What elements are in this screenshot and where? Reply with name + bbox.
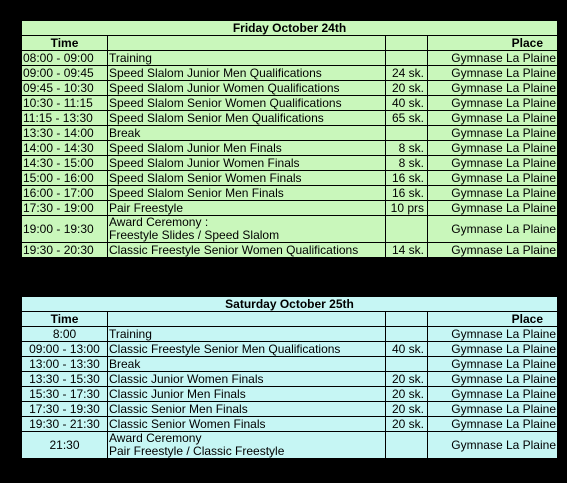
time-cell: 09:00 - 13:00 <box>22 342 108 357</box>
day-title-row <box>22 21 558 36</box>
schedule-row <box>22 243 558 258</box>
count-cell: 8 sk. <box>386 156 428 171</box>
count-cell: 8 sk. <box>386 141 428 156</box>
time-cell: 10:30 - 11:15 <box>22 96 108 111</box>
event-line: Award Ceremony : <box>109 215 209 229</box>
time-cell: 16:00 - 17:00 <box>22 186 108 201</box>
event-line: Classic Junior Men Finals <box>109 386 246 401</box>
place-cell: Gymnase La Plaine <box>428 216 558 243</box>
event-cell <box>108 327 386 342</box>
count-cell: 40 sk. <box>386 342 428 357</box>
place-cell: Gymnase La Plaine <box>428 357 558 372</box>
schedule-row <box>22 342 558 357</box>
schedule-row <box>22 432 558 459</box>
count-cell: 20 sk. <box>386 372 428 387</box>
schedule-row <box>22 357 558 372</box>
time-cell: 17:30 - 19:00 <box>22 201 108 216</box>
event-line: Speed Slalom Junior Women Finals <box>109 155 300 170</box>
schedule-row <box>22 417 558 432</box>
place-cell: Gymnase La Plaine <box>428 171 558 186</box>
place-cell: Gymnase La Plaine <box>428 201 558 216</box>
event-cell <box>108 357 386 372</box>
count-cell <box>386 126 428 141</box>
time-cell: 08:00 - 09:00 <box>22 51 108 66</box>
schedule-row <box>22 327 558 342</box>
time-cell: 13:30 - 14:00 <box>22 126 108 141</box>
count-cell: 20 sk. <box>386 417 428 432</box>
time-cell: 13:00 - 13:30 <box>22 357 108 372</box>
event-cell <box>108 186 386 201</box>
place-header: Place <box>428 312 558 327</box>
time-cell: 19:00 - 19:30 <box>22 216 108 243</box>
event-line: Classic Freestyle Senior Men Qualifications <box>109 341 341 356</box>
place-cell: Gymnase La Plaine <box>428 126 558 141</box>
count-cell: 10 prs <box>386 201 428 216</box>
place-cell: Gymnase La Plaine <box>428 402 558 417</box>
count-cell <box>386 327 428 342</box>
count-cell <box>386 357 428 372</box>
event-line: Pair Freestyle / Classic Freestyle <box>109 444 285 458</box>
count-cell <box>386 432 428 459</box>
event-cell <box>108 171 386 186</box>
schedule-row <box>22 81 558 96</box>
schedule-row <box>22 96 558 111</box>
time-header: Time <box>22 36 108 51</box>
count-cell: 14 sk. <box>386 243 428 258</box>
event-cell <box>108 66 386 81</box>
count-cell: 20 sk. <box>386 81 428 96</box>
count-cell: 20 sk. <box>386 402 428 417</box>
event-line: Speed Slalom Senior Women Finals <box>109 170 302 185</box>
event-line: Speed Slalom Junior Women Qualifications <box>109 80 340 95</box>
schedule-row <box>22 201 558 216</box>
time-cell: 13:30 - 15:30 <box>22 372 108 387</box>
time-cell: 21:30 <box>22 432 108 459</box>
event-line: Classic Senior Men Finals <box>109 401 248 416</box>
schedule-row <box>22 66 558 81</box>
friday-schedule-table <box>21 20 558 258</box>
time-cell: 15:00 - 16:00 <box>22 171 108 186</box>
event-line: Training <box>109 50 152 65</box>
count-cell: 24 sk. <box>386 66 428 81</box>
count-cell: 16 sk. <box>386 171 428 186</box>
count-cell: 40 sk. <box>386 96 428 111</box>
event-line: Pair Freestyle <box>109 200 184 215</box>
event-cell <box>108 216 386 243</box>
schedule-row <box>22 402 558 417</box>
event-cell <box>108 402 386 417</box>
time-cell: 8:00 <box>22 327 108 342</box>
event-line: Speed Slalom Senior Women Qualifications <box>109 95 342 110</box>
event-cell <box>108 243 386 258</box>
event-line: Freestyle Slides / Speed Slalom <box>109 228 280 242</box>
event-cell <box>108 126 386 141</box>
time-cell: 19:30 - 20:30 <box>22 243 108 258</box>
place-cell: Gymnase La Plaine <box>428 243 558 258</box>
event-line: Award Ceremony <box>109 431 202 445</box>
event-line: Speed Slalom Senior Men Finals <box>109 185 284 200</box>
place-cell: Gymnase La Plaine <box>428 141 558 156</box>
time-cell: 17:30 - 19:30 <box>22 402 108 417</box>
event-line: Classic Freestyle Senior Women Qualifications <box>109 242 359 257</box>
event-line: Break <box>109 356 141 371</box>
event-cell <box>108 156 386 171</box>
event-cell <box>108 111 386 126</box>
place-cell: Gymnase La Plaine <box>428 156 558 171</box>
saturday-schedule-table <box>21 296 558 459</box>
time-cell: 09:00 - 09:45 <box>22 66 108 81</box>
schedule-row <box>22 156 558 171</box>
place-cell: Gymnase La Plaine <box>428 81 558 96</box>
event-line: Classic Senior Women Finals <box>109 416 266 431</box>
schedule-row <box>22 387 558 402</box>
time-cell: 15:30 - 17:30 <box>22 387 108 402</box>
event-cell <box>108 387 386 402</box>
place-cell: Gymnase La Plaine <box>428 186 558 201</box>
time-cell: 09:45 - 10:30 <box>22 81 108 96</box>
event-cell <box>108 201 386 216</box>
event-cell <box>108 51 386 66</box>
schedule-row <box>22 51 558 66</box>
header-row <box>22 312 558 327</box>
place-cell: Gymnase La Plaine <box>428 327 558 342</box>
event-cell <box>108 81 386 96</box>
place-header: Place <box>428 36 558 51</box>
event-cell <box>108 372 386 387</box>
count-cell <box>386 216 428 243</box>
time-cell: 11:15 - 13:30 <box>22 111 108 126</box>
event-line: Speed Slalom Senior Men Qualifications <box>109 110 324 125</box>
place-cell: Gymnase La Plaine <box>428 96 558 111</box>
place-cell: Gymnase La Plaine <box>428 372 558 387</box>
time-header: Time <box>22 312 108 327</box>
count-cell: 16 sk. <box>386 186 428 201</box>
schedule-row <box>22 372 558 387</box>
schedule-row <box>22 141 558 156</box>
schedule-row <box>22 216 558 243</box>
saturday-title: Saturday October 25th <box>22 297 558 312</box>
schedule-row <box>22 171 558 186</box>
day-title-row <box>22 297 558 312</box>
event-line: Classic Junior Women Finals <box>109 371 264 386</box>
schedule-row <box>22 186 558 201</box>
event-cell <box>108 432 386 459</box>
event-line: Break <box>109 125 141 140</box>
time-cell: 14:30 - 15:00 <box>22 156 108 171</box>
time-cell: 14:00 - 14:30 <box>22 141 108 156</box>
header-row <box>22 36 558 51</box>
place-cell: Gymnase La Plaine <box>428 387 558 402</box>
event-line: Training <box>109 326 152 341</box>
place-cell: Gymnase La Plaine <box>428 417 558 432</box>
count-cell: 65 sk. <box>386 111 428 126</box>
schedule-row <box>22 126 558 141</box>
place-cell: Gymnase La Plaine <box>428 111 558 126</box>
event-cell <box>108 96 386 111</box>
event-cell <box>108 141 386 156</box>
count-cell: 20 sk. <box>386 387 428 402</box>
event-cell <box>108 417 386 432</box>
place-cell: Gymnase La Plaine <box>428 432 558 459</box>
count-cell <box>386 51 428 66</box>
place-cell: Gymnase La Plaine <box>428 51 558 66</box>
event-cell <box>108 342 386 357</box>
event-line: Speed Slalom Junior Men Qualifications <box>109 65 322 80</box>
place-cell: Gymnase La Plaine <box>428 342 558 357</box>
place-cell: Gymnase La Plaine <box>428 66 558 81</box>
event-line: Speed Slalom Junior Men Finals <box>109 140 282 155</box>
friday-title: Friday October 24th <box>22 21 558 36</box>
schedule-row <box>22 111 558 126</box>
time-cell: 19:30 - 21:30 <box>22 417 108 432</box>
